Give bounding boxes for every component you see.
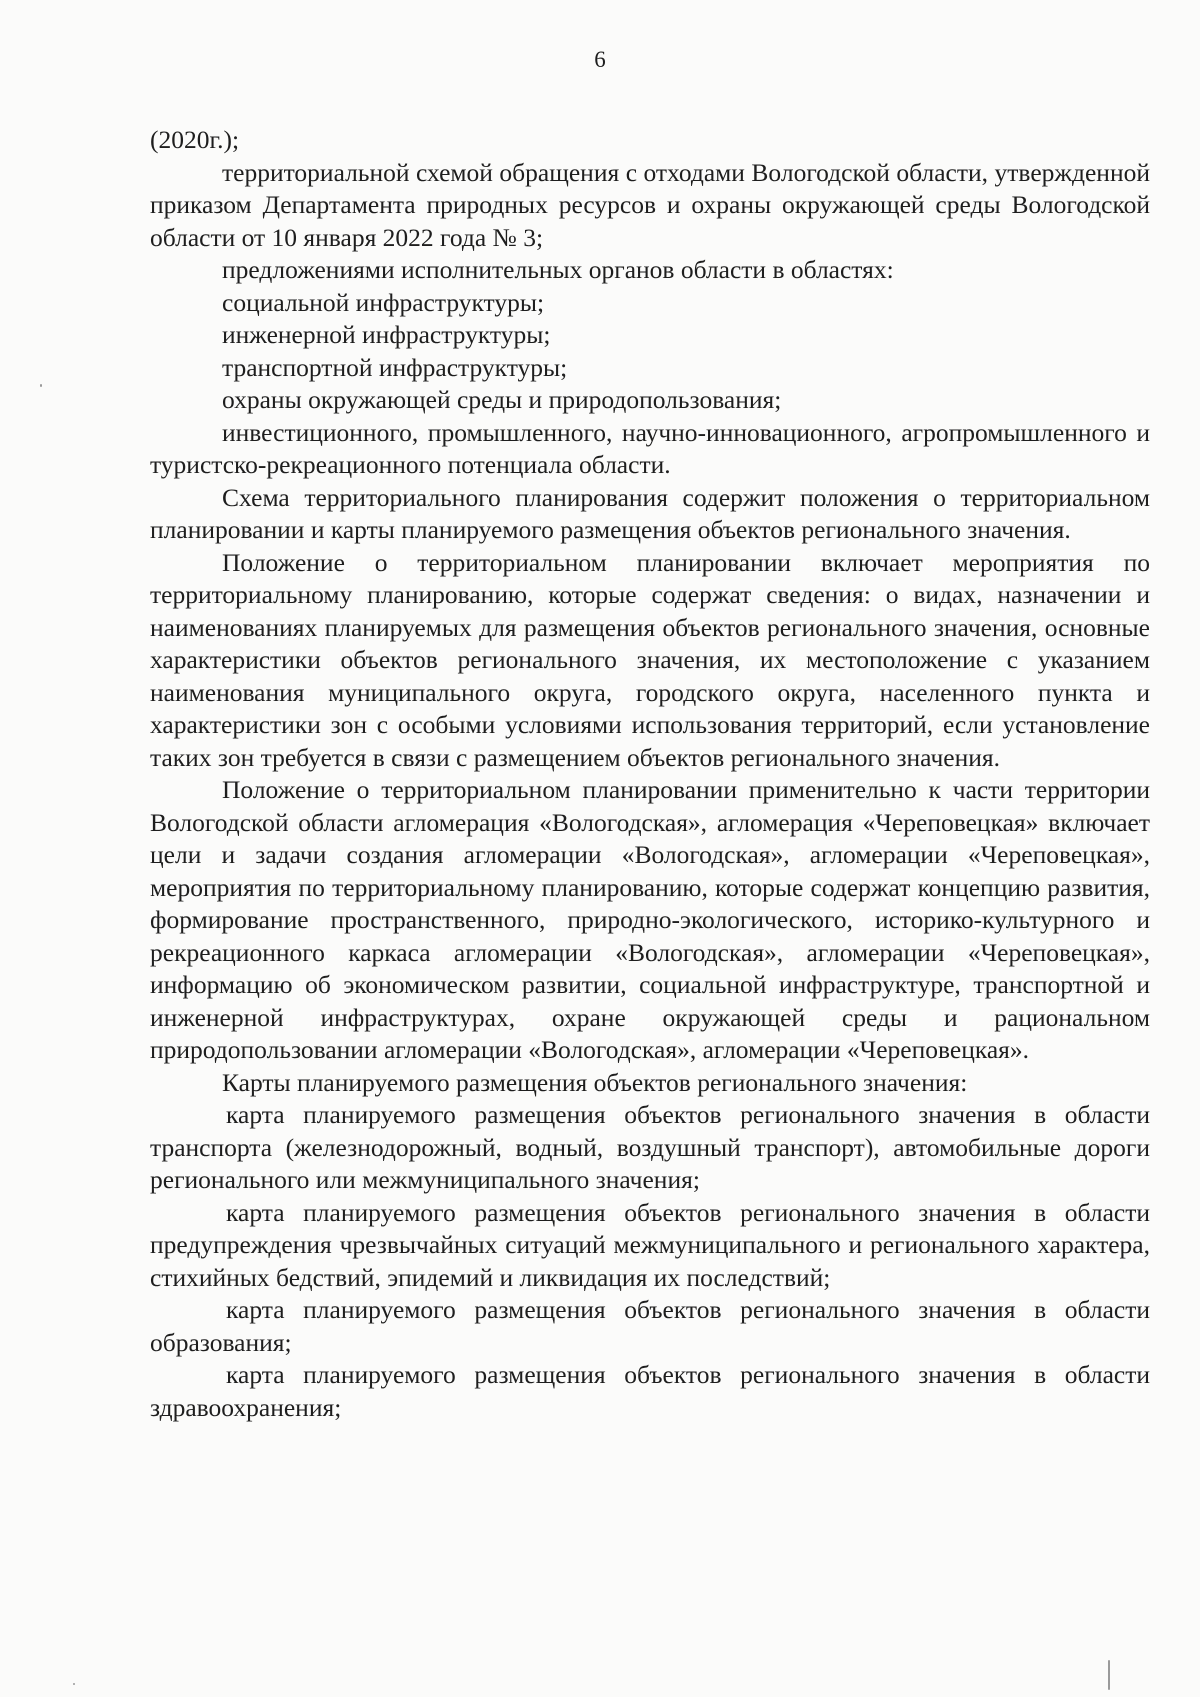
scan-speck-left xyxy=(40,384,42,387)
list-item-environment: охраны окружающей среды и природопользования; xyxy=(222,385,782,414)
list-item-map-education: карта планируемого размещения объектов регионального значения в области образования; xyxy=(150,1295,1150,1357)
list-item-map-healthcare: карта планируемого размещения объектов регионального значения в области здравоохранения; xyxy=(150,1360,1150,1422)
list-item-transport: транспортной инфраструктуры; xyxy=(222,352,568,382)
list-item-social: социальной инфраструктуры; xyxy=(222,287,545,317)
list-item-investment: инвестиционного, промышленного, научно-инновационного, агропромышленного и туристско-рекреационного потенциала области. xyxy=(150,417,1150,479)
paragraph-waste-scheme: территориальной схемой обращения с отходами Вологодской области, утвержденной приказом Департамента природных ресурсов и охраны окружающей среды Вологодской области от 10 января 2022 года № 3; xyxy=(150,157,1150,252)
list-item-map-transport: карта планируемого размещения объектов регионального значения в области транспорта (железнодорожный, водный, воздушный транспорт), автомобильные дороги регионального или межмуниципального значения; xyxy=(150,1100,1150,1194)
paragraph-scheme-contents: Схема территориального планирования содержит положения о территориальном планировании и карты планируемого размещения объектов регионального значения. xyxy=(150,482,1150,544)
paragraph-provision-measures: Положение о территориальном планировании включает мероприятия по территориальному планированию, которые содержат сведения: о видах, назначении и наименованиях планируемых для размещения объектов регионального значения, основные характеристики объектов регионального значения, их местоположение с указанием наименования муниципального округа, городского округа, населенного пункта и характеристики зон с особыми условиями использования территорий, если установление таких зон требуется в связи с размещением объектов регионального значения. xyxy=(150,547,1150,772)
scan-speck-bottom-left xyxy=(73,1683,75,1685)
paragraph-continuation: (2020г.); xyxy=(150,125,240,154)
paragraph-maps-heading: Карты планируемого размещения объектов регионального значения: xyxy=(222,1067,968,1097)
page-number: 6 xyxy=(594,47,606,72)
paragraph-agglomerations: Положение о территориальном планировании применительно к части территории Вологодской области агломерация «Вологодская», агломерация «Череповецкая» включает цели и задачи создания агломерации «Вологодская», агломерации «Череповецкая», мероприятия по территориальному планированию, которые содержат концепцию развития, формирование пространственного, природно-экологического, историко-культурного и рекреационного каркаса агломерации «Вологодская», агломерации «Череповецкая», информацию об экономическом развитии, социальной инфраструктуре, транспортной и инженерной инфраструктурах, охране окружающей среды и рациональном природопользовании агломерации «Вологодская», агломерации «Череповецкая». xyxy=(150,775,1150,1064)
document-body xyxy=(150,124,1150,1424)
paragraph-proposals: предложениями исполнительных органов области в областях: xyxy=(222,255,894,284)
list-item-engineering: инженерной инфраструктуры; xyxy=(222,320,551,349)
list-item-map-emergency: карта планируемого размещения объектов регионального значения в области предупреждения чрезвычайных ситуаций межмуниципального и регионального характера, стихийных бедствий, эпидемий и ликвидация их последствий; xyxy=(150,1197,1150,1292)
scan-speck-bottom-right xyxy=(1108,1660,1110,1690)
